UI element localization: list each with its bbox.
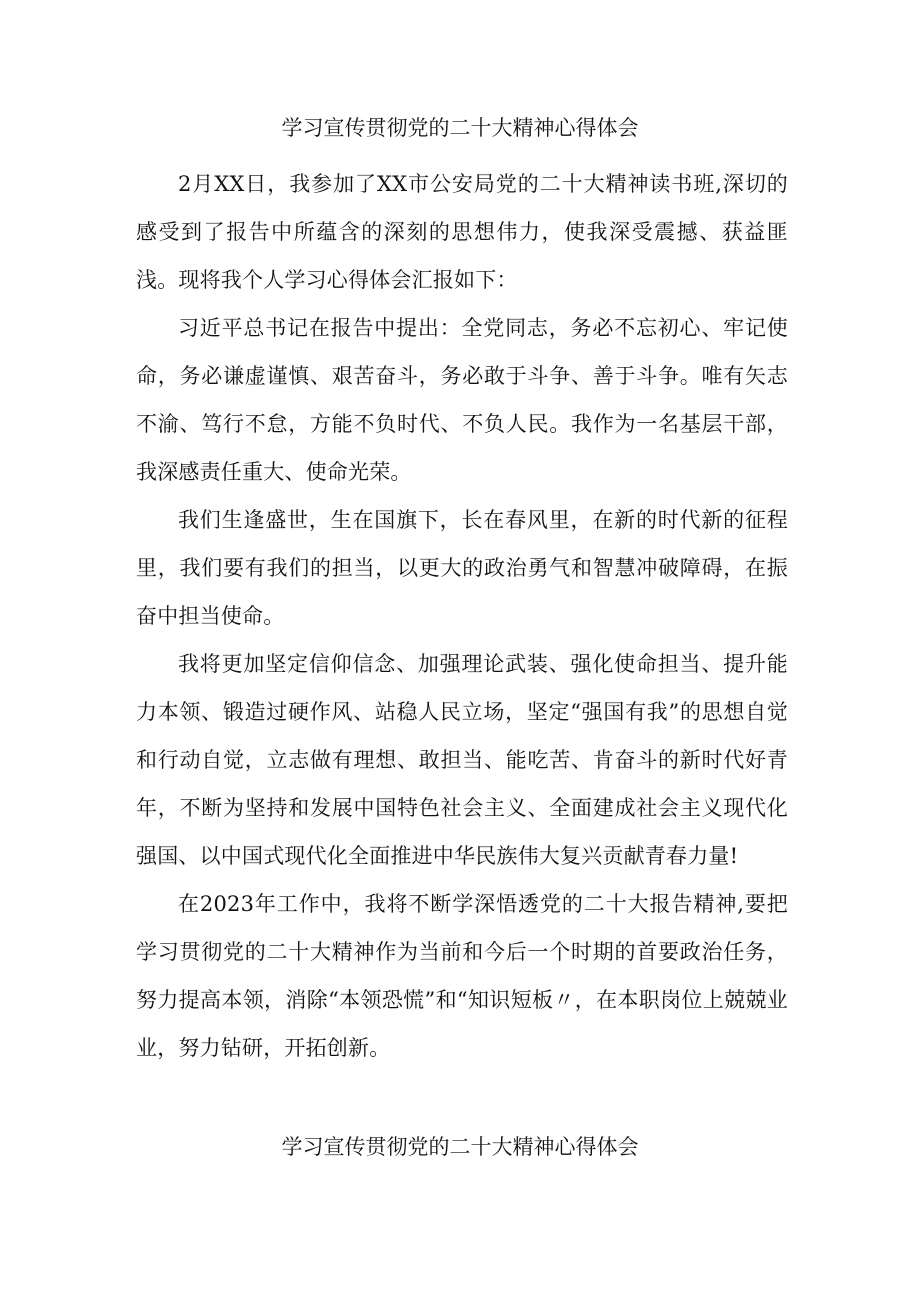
paragraph-5: 在2023年工作中，我将不断学深悟透党的二十大报告精神,要把学习贯彻党的二十大精神作为当前和今后一个时期的首要政治任务，努力提高本领，消除“本领恐慌”和“知识短板〃，在本职岗位上兢兢业业，努力钻研，开拓创新。 bbox=[136, 892, 788, 1060]
document-body bbox=[136, 160, 788, 1072]
next-section-title: 学习宣传贯彻党的二十大精神心得体会 bbox=[281, 1135, 639, 1159]
paragraph-4: 我将更加坚定信仰信念、加强理论武装、强化使命担当、提升能力本领、锻造过硬作风、站稳人民立场，坚定“强国有我”的思想自觉和行动自觉，立志做有理想、敢担当、能吃苦、肯奋斗的新时代好青年，不断为坚持和发展中国特色社会主义、全面建成社会主义现代化强国、以中国式现代化全面推进中华民族伟大复兴贡献青春力量! bbox=[136, 652, 788, 868]
paragraph-2: 习近平总书记在报告中提出：全党同志，务必不忘初心、牢记使命，务必谦虚谨慎、艰苦奋斗，务必敢于斗争、善于斗争。唯有矢志不渝、笃行不怠，方能不负时代、不负人民。我作为一名基层干部，我深感责任重大、使命光荣。 bbox=[136, 316, 788, 484]
paragraph-3: 我们生逢盛世，生在国旗下，长在春风里，在新的时代新的征程里，我们要有我们的担当，以更大的政治勇气和智慧冲破障碍，在振奋中担当使命。 bbox=[136, 508, 788, 628]
document-title: 学习宣传贯彻党的二十大精神心得体会 bbox=[281, 116, 639, 140]
paragraph-1: 2月XX日，我参加了XX市公安局党的二十大精神读书班,深切的感受到了报告中所蕴含的深刻的思想伟力，使我深受震撼、获益匪浅。现将我个人学习心得体会汇报如下： bbox=[136, 172, 788, 292]
